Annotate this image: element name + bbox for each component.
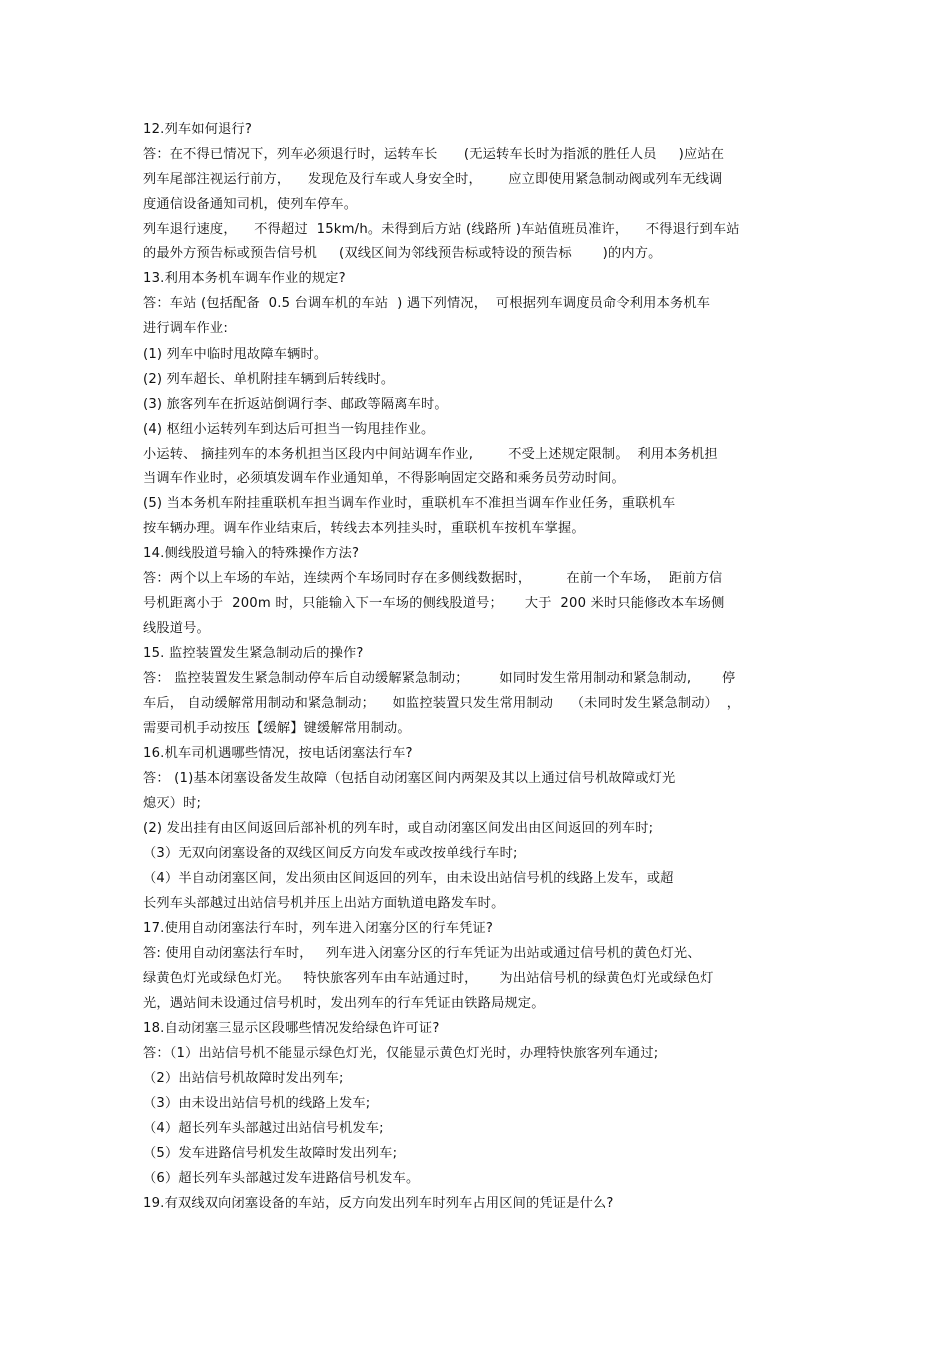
- answer-list-item: （5）发车进路信号机发生故障时发出列车;: [143, 1146, 398, 1161]
- answer-list-item: (5) 当本务机车附挂重联机车担当调车作业时，重联机车不准担当调车作业任务，重联机车: [143, 496, 676, 511]
- answer-text-line: 号机距离小于 200m 时，只能输入下一车场的侧线股道号； 大于 200 米时只能修改本车场侧: [143, 596, 725, 611]
- answer-text-line: 按车辆办理。调车作业结束后，转线去本列挂头时，重联机车按机车掌握。: [143, 521, 585, 536]
- question-19-title: 19.有双线双向闭塞设备的车站，反方向发出列车时列车占用区间的凭证是什么?: [143, 1196, 614, 1211]
- answer-text-line: 答： (1)基本闭塞设备发生故障（包括自动闭塞区间内两架及其以上通过信号机故障或灯光: [143, 771, 676, 786]
- answer-list-item: (3) 旅客列车在折返站倒调行李、邮政等隔离车时。: [143, 397, 448, 412]
- answer-text-line: 答：两个以上车场的车站，连续两个车场同时存在多侧线数据时， 在前一个车场， 距前方信: [143, 571, 723, 586]
- answer-text-line: 光，遇站间未设通过信号机时，发出列车的行车凭证由铁路局规定。: [143, 996, 545, 1011]
- answer-list-item: （3）由未设出站信号机的线路上发车;: [143, 1096, 371, 1111]
- answer-text-line: 车后， 自动缓解常用制动和紧急制动； 如监控装置只发生常用制动 （未同时发生紧急制动） ，: [143, 696, 741, 711]
- answer-text-line: 小运转、 摘挂列车的本务机担当区段内中间站调车作业, 不受上述规定限制。 利用本务机担: [143, 447, 718, 462]
- answer-list-item: (2) 列车超长、单机附挂车辆到后转线时。: [143, 372, 395, 387]
- answer-list-item: （6）超长列车头部越过发车进路信号机发车。: [143, 1171, 420, 1186]
- answer-list-item: （4）超长列车头部越过出站信号机发车;: [143, 1121, 384, 1136]
- answer-text-line: 列车尾部注视运行前方， 发现危及行车或人身安全时， 应立即使用紧急制动阀或列车无线调: [143, 172, 723, 187]
- answer-text-line: 答：（1）出站信号机不能显示绿色灯光，仅能显示黄色灯光时，办理特快旅客列车通过;: [143, 1046, 659, 1061]
- answer-list-item: （2）出站信号机故障时发出列车;: [143, 1071, 344, 1086]
- answer-text-line: 答： 监控装置发生紧急制动停车后自动缓解紧急制动； 如同时发生常用制动和紧急制动, 停: [143, 671, 736, 686]
- answer-text-line: 长列车头部越过出站信号机并压上出站方面轨道电路发车时。: [143, 896, 505, 911]
- answer-list-item: （3）无双向闭塞设备的双线区间反方向发车或改按单线行车时;: [143, 846, 518, 861]
- answer-list-item: (1) 列车中临时甩故障车辆时。: [143, 347, 328, 362]
- answer-text-line: 列车退行速度， 不得超过 15km/h。未得到后方站 (线路所 )车站值班员准许， 不得退行到车站: [143, 222, 740, 237]
- question-15-title: 15. 监控装置发生紧急制动后的操作?: [143, 646, 364, 661]
- answer-text-line: 答：在不得已情况下，列车必须退行时，运转车长 (无运转车长时为指派的胜任人员 )应站在: [143, 147, 725, 162]
- question-16-title: 16.机车司机遇哪些情况，按电话闭塞法行车?: [143, 746, 413, 761]
- answer-text-line: 答：车站 (包括配备 0.5 台调车机的车站 ) 遇下列情况， 可根据列车调度员命令利用本务机车: [143, 296, 711, 311]
- answer-text-line: 线股道号。: [143, 621, 210, 636]
- answer-text-line: 度通信设备通知司机，使列车停车。: [143, 197, 358, 212]
- question-17-title: 17.使用自动闭塞法行车时，列车进入闭塞分区的行车凭证?: [143, 921, 494, 936]
- answer-list-item: (4) 枢纽小运转列车到达后可担当一钩甩挂作业。: [143, 422, 435, 437]
- answer-list-item: （4）半自动闭塞区间，发出须由区间返回的列车，由未设出站信号机的线路上发车，或超: [143, 871, 674, 886]
- answer-list-item: (2) 发出挂有由区间返回后部补机的列车时，或自动闭塞区间发出由区间返回的列车时;: [143, 821, 654, 836]
- answer-text-line: 当调车作业时，必须填发调车作业通知单，不得影响固定交路和乘务员劳动时间。: [143, 471, 625, 486]
- answer-text-line: 进行调车作业:: [143, 321, 228, 336]
- answer-text-line: 答: 使用自动闭塞法行车时， 列车进入闭塞分区的行车凭证为出站或通过信号机的黄色灯光、: [143, 946, 701, 961]
- answer-text-line: 绿黄色灯光或绿色灯光。 特快旅客列车由车站通过时， 为出站信号机的绿黄色灯光或绿色灯: [143, 971, 714, 986]
- question-18-title: 18.自动闭塞三显示区段哪些情况发给绿色许可证?: [143, 1021, 440, 1036]
- answer-text-line: 熄灭）时;: [143, 796, 202, 811]
- question-12-title: 12.列车如何退行?: [143, 122, 253, 137]
- question-14-title: 14.侧线股道号输入的特殊操作方法?: [143, 546, 360, 561]
- answer-text-line: 需要司机手动按压【缓解】键缓解常用制动。: [143, 721, 411, 736]
- answer-text-line: 的最外方预告标或预告信号机 (双线区间为邻线预告标或特设的预告标 )的内方。: [143, 246, 662, 261]
- question-13-title: 13.利用本务机车调车作业的规定?: [143, 271, 346, 286]
